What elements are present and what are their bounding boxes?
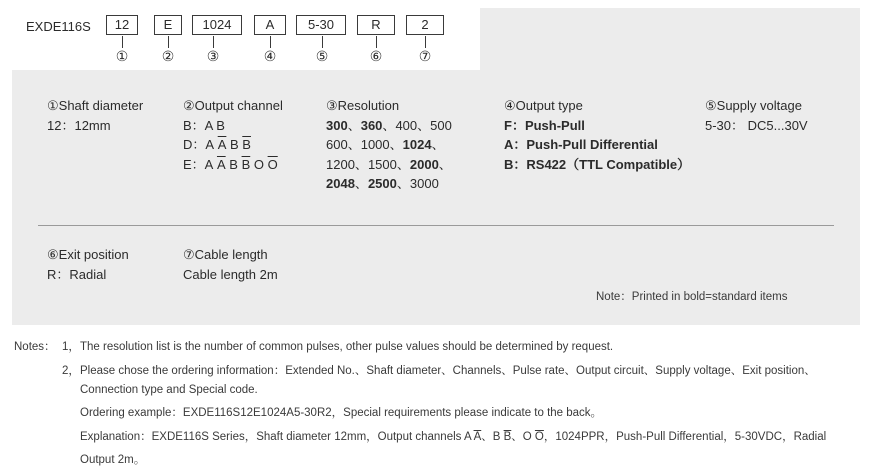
marker-1: ① xyxy=(115,48,129,64)
code-tick xyxy=(213,36,214,48)
code-tick xyxy=(376,36,377,48)
option-line: 2048、2500、3000 xyxy=(326,176,439,191)
section-title: ⑤Supply voltage xyxy=(705,98,802,113)
marker-5: ⑤ xyxy=(315,48,329,64)
option-line: 600、1000、1024、 xyxy=(326,137,445,152)
shaft-diameter-section xyxy=(47,96,143,135)
code-tick xyxy=(168,36,169,48)
code-segment-cable: 2 xyxy=(406,15,444,35)
section-title: ④Output type xyxy=(504,98,583,113)
code-segment-resolution: 1024 xyxy=(192,15,242,35)
code-tick xyxy=(122,36,123,48)
explanation-line-1: Explanation：EXDE116S Series，Shaft diameter 12mm，Output channels A $\overline{A}$、B $\overline{B}$、O $\overline{O}$，1024PPR，Push-Pull Differential，5-30VDC，Radial xyxy=(80,431,827,443)
marker-6: ⑥ xyxy=(369,48,383,64)
marker-4: ④ xyxy=(263,48,277,64)
cable-length-section xyxy=(183,245,278,284)
section-divider xyxy=(38,225,834,226)
output-channel-section xyxy=(183,96,283,174)
code-segment-channel: E xyxy=(154,15,182,35)
code-segment-shaft: 12 xyxy=(106,15,138,35)
note-1: The resolution list is the number of common pulses, other pulse values should be determined by request. xyxy=(80,341,614,353)
note-2-line-1: Please chose the ordering information：Extended No.、Shaft diameter、Channels、Pulse rate、Output circuit、Supply voltage、Exit position、 xyxy=(80,365,816,377)
supply-voltage-section xyxy=(705,96,808,135)
code-segment-supply: 5-30 xyxy=(296,15,346,35)
marker-7: ⑦ xyxy=(418,48,432,64)
explanation-line-2: Output 2m。 xyxy=(80,454,146,466)
code-tick xyxy=(322,36,323,48)
section-title: ③Resolution xyxy=(326,98,400,113)
output-type-section xyxy=(504,96,690,174)
note-2-number: 2， xyxy=(62,365,80,377)
option-line: 5-30： DC5...30V xyxy=(705,117,808,133)
option-line: R：Radial xyxy=(47,266,107,282)
marker-2: ② xyxy=(161,48,175,64)
code-segment-output: A xyxy=(254,15,286,35)
code-tick xyxy=(425,36,426,48)
code-tick xyxy=(270,36,271,48)
option-line: F：Push-Pull xyxy=(504,117,585,133)
section-title: ⑦Cable length xyxy=(183,247,268,262)
option-line: 12：12mm xyxy=(47,117,111,133)
option-line: B：RS422（TTL Compatible） xyxy=(504,156,691,172)
section-title: ①Shaft diameter xyxy=(47,98,144,113)
bold-standard-note: Note：Printed in bold=standard items xyxy=(596,291,788,303)
note-2-line-2: Connection type and Special code. xyxy=(80,384,258,396)
option-line: B：A B xyxy=(183,117,225,133)
option-line: A：Push-Pull Differential xyxy=(504,137,658,152)
notes-label: Notes： xyxy=(14,341,56,353)
exit-position-section xyxy=(47,245,129,284)
option-line: Cable length 2m xyxy=(183,266,278,282)
resolution-section xyxy=(326,96,452,194)
section-title: ⑥Exit position xyxy=(47,247,129,262)
note-1-number: 1， xyxy=(62,341,80,353)
option-line: 1200、1500、2000、 xyxy=(326,156,452,172)
option-line: 300、360、400、500 xyxy=(326,117,452,133)
marker-3: ③ xyxy=(206,48,220,64)
section-title: ②Output channel xyxy=(183,98,283,113)
ordering-example: Ordering example：EXDE116S12E1024A5-30R2，Special requirements please indicate to the back。 xyxy=(80,407,603,419)
option-line: D：A $\overline{A}$ B $\overline{B}$ xyxy=(183,137,251,152)
code-segment-exit: R xyxy=(357,15,395,35)
model-label: EXDE116S xyxy=(26,19,91,34)
option-line: E：A $\overline{A}$ B $\overline{B}$ O $\overline{O}$ xyxy=(183,156,278,172)
